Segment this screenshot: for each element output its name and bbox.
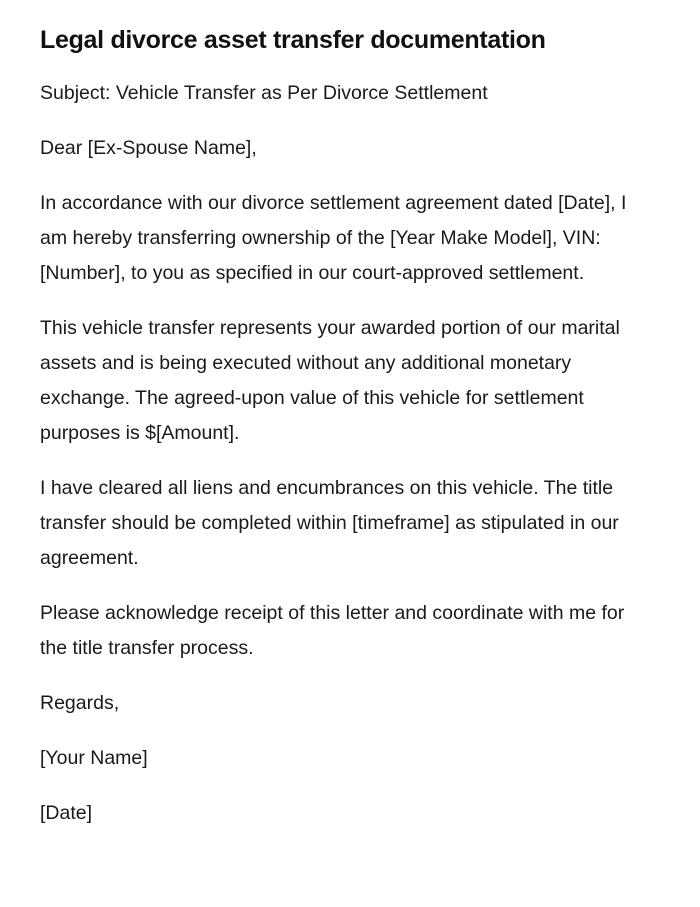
subject-line: Subject: Vehicle Transfer as Per Divorce Settlement bbox=[40, 82, 488, 104]
body-paragraph-1: In accordance with our divorce settlement agreement dated [Date], I am hereby transferring ownership of the [Year Make Model], VIN: [Number], to you as specified in our court-approved settlement. bbox=[40, 192, 627, 284]
signature-date: [Date] bbox=[40, 802, 93, 824]
salutation: Dear [Ex-Spouse Name], bbox=[40, 137, 257, 159]
page-title: Legal divorce asset transfer documentation bbox=[40, 26, 546, 54]
body-paragraph-4: Please acknowledge receipt of this letter and coordinate with me for the title transfer process. bbox=[40, 602, 625, 659]
closing-line: Regards, bbox=[40, 692, 120, 714]
body-paragraph-2: This vehicle transfer represents your awarded portion of our marital assets and is being executed without any additional monetary exchange. The agreed-upon value of this vehicle for settlement purposes is $[Amount]. bbox=[40, 317, 620, 444]
body-paragraph-3: I have cleared all liens and encumbrances on this vehicle. The title transfer should be completed within [timeframe] as stipulated in our agreement. bbox=[40, 477, 619, 569]
signature-name: [Your Name] bbox=[40, 747, 148, 769]
